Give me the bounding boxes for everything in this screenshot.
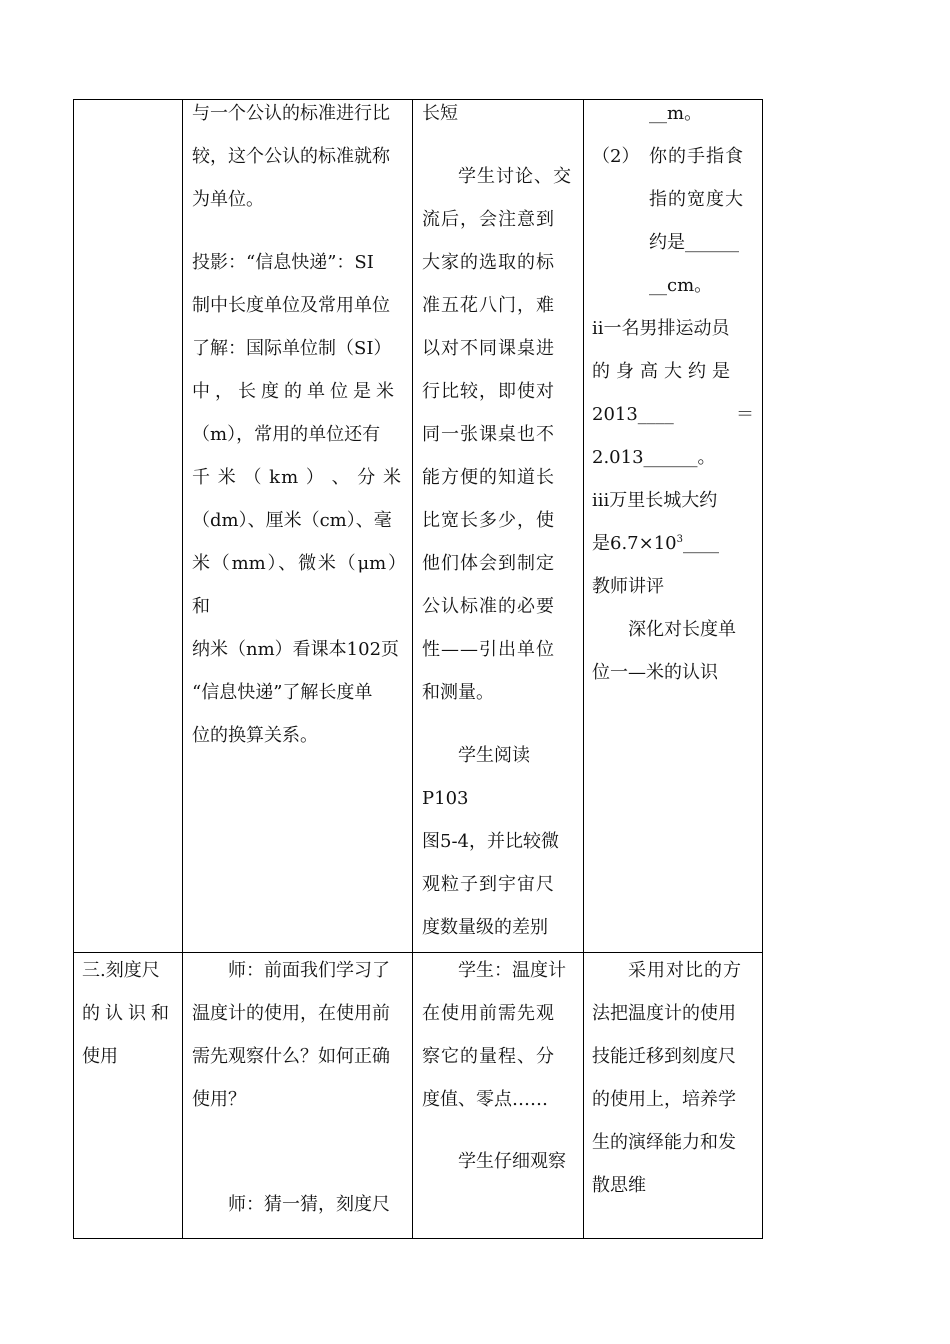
text-line: 米（mm）、微米（μm）和 — [192, 553, 406, 617]
column-divider-2 — [412, 99, 413, 1239]
text-line: 指的宽度大 — [649, 189, 744, 210]
text-line — [592, 393, 754, 436]
text-line: 观粒子到宇宙尺 — [422, 874, 555, 895]
text-line: 长短 — [422, 103, 458, 124]
text-line: 能方便的知道长 — [422, 467, 555, 488]
text-line: 生的演绎能力和发 — [592, 1132, 736, 1153]
text-line: 为单位。 — [192, 189, 264, 210]
equals-sign: ＝ — [736, 404, 754, 425]
text-line: 师：猜一猜，刻度尺 — [228, 1194, 390, 1215]
text-line: 行比较，即使对 — [422, 381, 555, 402]
text-line: 较，这个公认的标准就称 — [192, 146, 390, 167]
text-line: 三.刻度尺 — [82, 960, 160, 981]
row1-teacher-activity — [192, 92, 406, 757]
text-line: 和测量。 — [422, 682, 494, 703]
text-line: 流后，会注意到 — [422, 209, 555, 230]
text-line: 准五花八门，难 — [422, 295, 555, 316]
text-line: 使用？ — [192, 1089, 246, 1110]
text-line: 以对不同课桌进 — [422, 338, 555, 359]
text-line: __m。 — [649, 103, 703, 124]
text-line: 投影：“信息快递”：SI — [192, 252, 374, 273]
text-line: 的认识和 — [82, 1003, 174, 1024]
text-line: 学生仔细观察 — [458, 1151, 566, 1172]
text-line — [592, 135, 754, 178]
text-line: 大家的选取的标 — [422, 252, 555, 273]
text-line: ii一名男排运动员 — [592, 318, 730, 339]
text-line: 采用对比的方 — [628, 960, 742, 981]
text-line: 位的换算关系。 — [192, 725, 318, 746]
text-line: __cm。 — [649, 275, 713, 296]
text-line: “信息快递”了解长度单 — [192, 682, 373, 703]
text-line: 他们体会到制定 — [422, 553, 555, 574]
text-line: 学生讨论、交 — [458, 166, 572, 187]
text-line: 的身高大约是 — [592, 361, 736, 382]
text-line: 中，长度的单位是米 — [192, 381, 399, 402]
text-line: 在使用前需先观 — [422, 1003, 555, 1024]
text-line: 散思维 — [592, 1175, 646, 1196]
text-line: iii万里长城大约 — [592, 490, 718, 511]
text-line: 同一张课桌也不 — [422, 424, 555, 445]
column-divider-1 — [182, 99, 183, 1239]
text-line: 学生：温度计 — [458, 960, 566, 981]
text-line: （dm）、厘米（cm）、毫 — [192, 510, 392, 531]
text-line: 图5-4，并比较微 — [422, 831, 559, 852]
text-line: 制中长度单位及常用单位 — [192, 295, 390, 316]
row1-design-intent — [592, 92, 754, 694]
text-line: 察它的量程、分 — [422, 1046, 555, 1067]
column-divider-3 — [583, 99, 584, 1239]
text-line: 千 米 （ km ） 、 分 米 — [192, 467, 403, 488]
table-right-border — [762, 99, 763, 1239]
text-line: 位一—米的认识 — [592, 662, 718, 683]
text-line — [592, 522, 754, 565]
text-line: 教师讲评 — [592, 576, 664, 597]
text-line: 师：前面我们学习了 — [228, 960, 390, 981]
text-line: 温度计的使用，在使用前 — [192, 1003, 390, 1024]
text-line: 与一个公认的标准进行比 — [192, 103, 390, 124]
text-line: 使用 — [82, 1046, 118, 1067]
exponent: 3 — [676, 534, 683, 545]
row1-student-activity — [422, 92, 576, 949]
blank-text: 2013____ — [592, 404, 674, 425]
text-line: 需先观察什么？如何正确 — [192, 1046, 390, 1067]
text-line: 比宽长多少，使 — [422, 510, 555, 531]
text-line: 深化对长度单 — [628, 619, 736, 640]
row2-student-activity — [422, 949, 576, 1183]
text-line: 纳米（nm）看课本102页 — [192, 639, 400, 660]
text-line: 度数量级的差别 — [422, 917, 548, 938]
text-line: 了解：国际单位制（SI） — [192, 338, 392, 359]
text-line: 度值、零点…… — [422, 1089, 548, 1110]
text-line: 2.013______。 — [592, 447, 716, 468]
table-bottom-border — [73, 1238, 763, 1239]
question-number: （2） — [592, 146, 640, 167]
blank-text: ____ — [683, 533, 719, 554]
text-line: 约是______ — [649, 232, 739, 253]
text-line: 法把温度计的使用 — [592, 1003, 736, 1024]
question-text: 你的手指食 — [649, 146, 744, 167]
text-line: （m），常用的单位还有 — [192, 424, 381, 445]
text-line: 公认标准的必要 — [422, 596, 555, 617]
text-line: 性——引出单位 — [422, 639, 555, 660]
text-span: 是6.7×10 — [592, 533, 677, 554]
text-line: 学生阅读P103 — [422, 745, 530, 809]
text-line: 的使用上，培养学 — [592, 1089, 736, 1110]
row2-design-intent — [592, 949, 754, 1207]
row2-teacher-activity — [192, 949, 406, 1226]
text-line: 技能迁移到刻度尺 — [592, 1046, 736, 1067]
table-left-border — [73, 99, 74, 1239]
row2-section-title — [82, 949, 176, 1078]
